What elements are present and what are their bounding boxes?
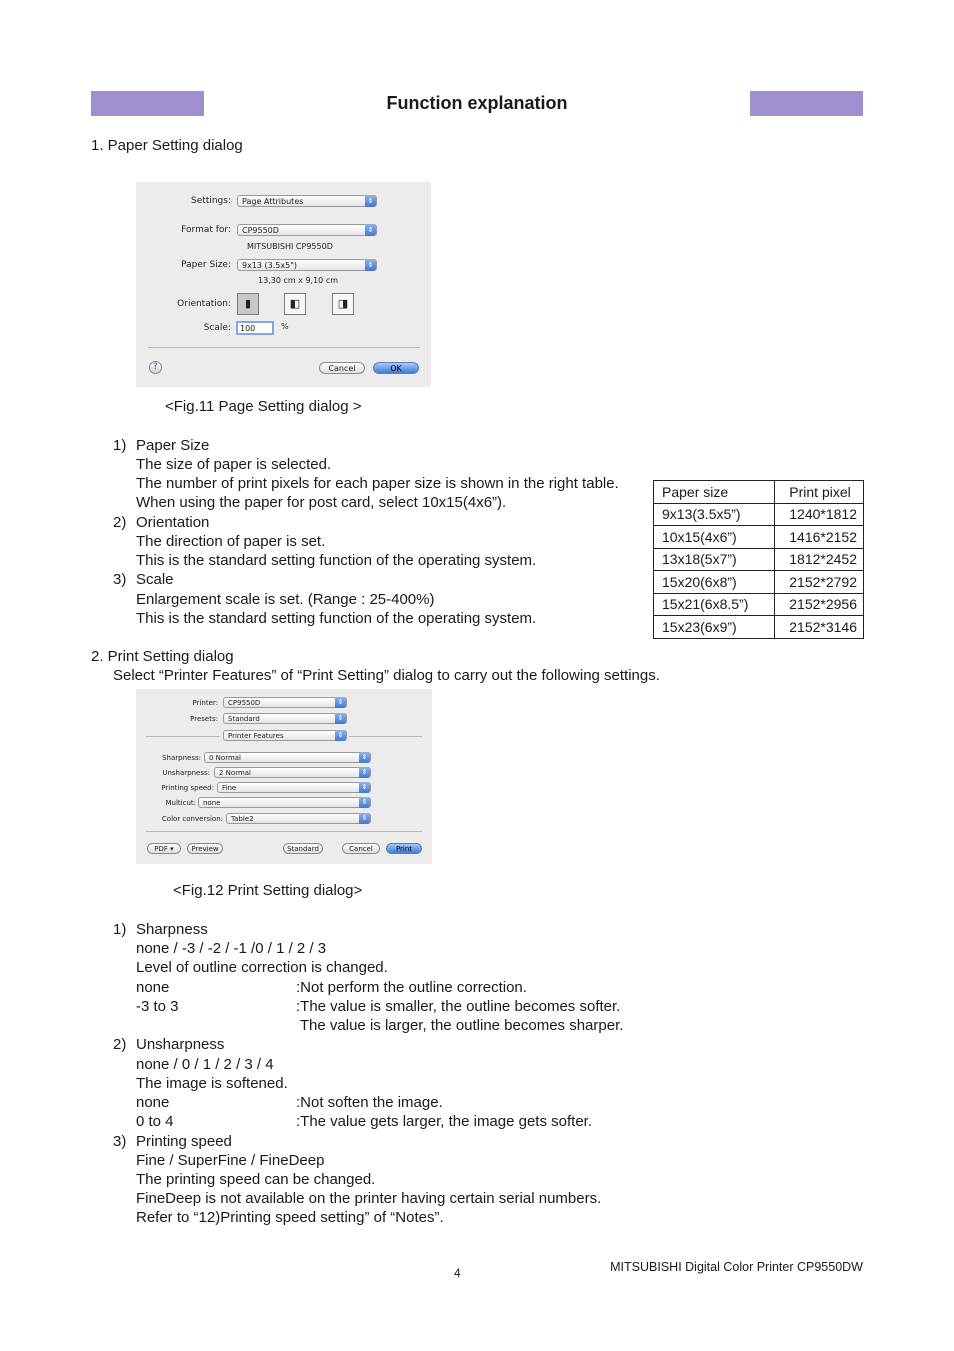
- scale-label: Scale:: [203, 323, 231, 333]
- divider: [146, 736, 220, 737]
- figure-caption: <Fig.12 Print Setting dialog>: [173, 882, 363, 899]
- option-desc: :The value is smaller, the outline becomes softer.: [296, 998, 621, 1015]
- format-printer-name: MITSUBISHI CP9550D: [247, 242, 333, 251]
- paper-size-popup[interactable]: [237, 259, 377, 271]
- item-title: Unsharpness: [136, 1036, 225, 1053]
- ok-button[interactable]: OK: [373, 362, 419, 374]
- option-desc: The value is larger, the outline becomes sharper.: [296, 1017, 624, 1034]
- popup-arrows-icon: ⇕: [365, 224, 376, 236]
- multicut-popup[interactable]: [198, 797, 371, 808]
- unsharpness-label: Unsharpness:: [162, 769, 210, 777]
- item-number: 1): [113, 921, 127, 938]
- paper-size-label: Paper Size:: [181, 260, 231, 270]
- table-cell: 10x15(4x6”): [654, 526, 775, 549]
- unsharpness-popup-value: 2 Normal: [219, 769, 252, 777]
- format-popup[interactable]: [237, 224, 377, 236]
- print-pixel-table: [653, 480, 864, 639]
- scale-unit: %: [281, 322, 289, 331]
- sharpness-popup-value: 0 Normal: [209, 754, 242, 762]
- page-number: 4: [454, 1266, 461, 1280]
- table-cell: 1416*2152: [775, 526, 864, 549]
- section-heading: 2. Print Setting dialog: [91, 648, 234, 665]
- preview-button[interactable]: Preview: [187, 843, 223, 854]
- table-cell: 2152*2792: [775, 571, 864, 594]
- item-text: FineDeep is not available on the printer having certain serial numbers.: [136, 1190, 602, 1207]
- settings-popup[interactable]: [237, 195, 377, 207]
- color-conversion-popup-value: Table2: [231, 815, 254, 823]
- option-name: none: [136, 979, 170, 996]
- item-text: The printing speed can be changed.: [136, 1171, 376, 1188]
- print-button[interactable]: Print: [386, 843, 422, 854]
- section-intro: Select “Printer Features” of “Print Setting” dialog to carry out the following settings.: [113, 667, 660, 684]
- option-desc: :The value gets larger, the image gets softer.: [296, 1113, 593, 1130]
- item-text: Refer to “12)Printing speed setting” of “Notes”.: [136, 1209, 444, 1226]
- table-row: [654, 571, 864, 594]
- popup-arrows-icon: ⇕: [365, 259, 376, 271]
- paper-dimensions: 13,30 cm x 9,10 cm: [258, 276, 339, 285]
- format-popup-value: CP9550D: [242, 226, 279, 235]
- popup-arrows-icon: ⇕: [359, 813, 370, 824]
- table-header-cell: Print pixel: [775, 481, 864, 504]
- option-name: -3 to 3: [136, 998, 179, 1015]
- settings-popup-value: Page Attributes: [242, 197, 304, 206]
- item-text: The number of print pixels for each paper size is shown in the right table.: [136, 475, 619, 492]
- cancel-button[interactable]: Cancel: [342, 843, 380, 854]
- item-number: 2): [113, 514, 127, 531]
- multicut-popup-value: none: [203, 799, 221, 807]
- item-text: Enlargement scale is set. (Range : 25-400%): [136, 591, 435, 608]
- printing-speed-popup-value: Fine: [222, 784, 237, 792]
- portrait-orientation-icon[interactable]: ▮: [237, 293, 259, 315]
- sharpness-label: Sharpness:: [162, 754, 201, 762]
- printer-popup[interactable]: [223, 697, 347, 708]
- table-row: [654, 548, 864, 571]
- option-name: none: [136, 1094, 170, 1111]
- unsharpness-popup[interactable]: [214, 767, 371, 778]
- help-icon[interactable]: ?: [149, 361, 162, 374]
- item-number: 3): [113, 1133, 127, 1150]
- presets-popup-value: Standard: [228, 715, 260, 723]
- option-name: 0 to 4: [136, 1113, 174, 1130]
- pdf-button[interactable]: PDF ▾: [147, 843, 181, 854]
- page-setup-dialog: [136, 182, 431, 387]
- item-number: 3): [113, 571, 127, 588]
- item-text: none / -3 / -2 / -1 /0 / 1 / 2 / 3: [136, 940, 327, 957]
- color-conversion-label: Color conversion:: [161, 815, 223, 823]
- panel-popup[interactable]: [223, 730, 347, 741]
- item-title: Scale: [136, 571, 174, 588]
- table-cell: 1812*2452: [775, 548, 864, 571]
- landscape-right-orientation-icon[interactable]: ◨: [332, 293, 354, 315]
- table-cell: 15x21(6x8.5”): [654, 593, 775, 616]
- option-desc: :Not perform the outline correction.: [296, 979, 527, 996]
- section-heading: 1. Paper Setting dialog: [91, 137, 243, 154]
- table-cell: 15x20(6x8”): [654, 571, 775, 594]
- table-cell: 2152*2956: [775, 593, 864, 616]
- presets-label: Presets:: [190, 715, 218, 723]
- printer-popup-value: CP9550D: [228, 699, 261, 707]
- panel-popup-value: Printer Features: [228, 732, 284, 740]
- table-cell: 13x18(5x7”): [654, 548, 775, 571]
- divider: [349, 736, 422, 737]
- orientation-label: Orientation:: [177, 299, 231, 309]
- popup-arrows-icon: ⇕: [359, 797, 370, 808]
- table-cell: 15x23(6x9”): [654, 616, 775, 639]
- table-row: [654, 616, 864, 639]
- multicut-label: Multicut:: [165, 799, 196, 807]
- item-number: 1): [113, 437, 127, 454]
- table-row: [654, 593, 864, 616]
- print-dialog: [136, 689, 432, 864]
- item-title: Orientation: [136, 514, 210, 531]
- table-header-row: [654, 481, 864, 504]
- settings-label: Settings:: [191, 196, 231, 206]
- standard-button[interactable]: Standard: [283, 843, 323, 854]
- format-label: Format for:: [181, 225, 231, 235]
- popup-arrows-icon: ⇕: [335, 713, 346, 724]
- landscape-left-orientation-icon[interactable]: ◧: [284, 293, 306, 315]
- paper-size-popup-value: 9x13 (3.5x5"): [242, 261, 298, 270]
- item-text: This is the standard setting function of the operating system.: [136, 610, 537, 627]
- sharpness-popup[interactable]: [204, 752, 371, 763]
- figure-caption: <Fig.11 Page Setting dialog >: [165, 398, 362, 415]
- item-text: Level of outline correction is changed.: [136, 959, 388, 976]
- footer-product: MITSUBISHI Digital Color Printer CP9550DW: [610, 1260, 863, 1274]
- popup-arrows-icon: ⇕: [335, 697, 346, 708]
- table-row: [654, 503, 864, 526]
- printer-label: Printer:: [192, 699, 218, 707]
- item-number: 2): [113, 1036, 127, 1053]
- table-cell: 1240*1812: [775, 503, 864, 526]
- divider: [148, 347, 420, 348]
- popup-arrows-icon: ⇕: [359, 767, 370, 778]
- item-title: Printing speed: [136, 1133, 232, 1150]
- presets-popup[interactable]: [223, 713, 347, 724]
- item-text: Fine / SuperFine / FineDeep: [136, 1152, 325, 1169]
- table-cell: 9x13(3.5x5”): [654, 503, 775, 526]
- printing-speed-popup[interactable]: [217, 782, 371, 793]
- cancel-button[interactable]: Cancel: [319, 362, 365, 374]
- popup-arrows-icon: ⇕: [359, 782, 370, 793]
- table-cell: 2152*3146: [775, 616, 864, 639]
- item-text: The image is softened.: [136, 1075, 288, 1092]
- page-title: Function explanation: [386, 93, 568, 113]
- item-title: Sharpness: [136, 921, 208, 938]
- table-header-cell: Paper size: [654, 481, 775, 504]
- scale-input[interactable]: 100: [236, 321, 274, 335]
- table-row: [654, 526, 864, 549]
- option-desc: :Not soften the image.: [296, 1094, 443, 1111]
- item-text: none / 0 / 1 / 2 / 3 / 4: [136, 1056, 274, 1073]
- color-conversion-popup[interactable]: [226, 813, 371, 824]
- item-title: Paper Size: [136, 437, 210, 454]
- divider: [146, 831, 422, 832]
- popup-arrows-icon: ⇕: [365, 195, 376, 207]
- item-text: This is the standard setting function of the operating system.: [136, 552, 537, 569]
- item-text: The direction of paper is set.: [136, 533, 326, 550]
- popup-arrows-icon: ⇕: [359, 752, 370, 763]
- popup-arrows-icon: ⇕: [335, 730, 346, 741]
- printing-speed-label: Printing speed:: [161, 784, 214, 792]
- item-text: When using the paper for post card, select 10x15(4x6”).: [136, 494, 507, 511]
- item-text: The size of paper is selected.: [136, 456, 332, 473]
